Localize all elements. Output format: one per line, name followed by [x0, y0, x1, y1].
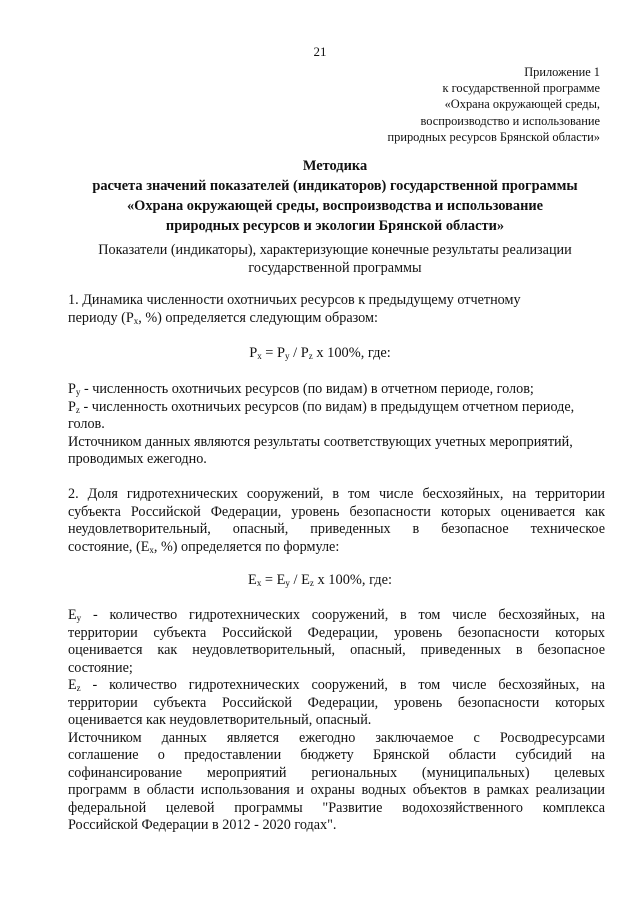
item1-definitions [68, 381, 605, 469]
page-number: 21 [313, 44, 327, 59]
item1-intro-line: 1. Динамика численности охотничьих ресурсов к предыдущему отчетному [68, 292, 521, 308]
item2-source-line: софинансирование мероприятий региональных (муниципальных) целевых [68, 764, 605, 781]
appendix-line: воспроизводство и использование [420, 113, 600, 128]
title-line: «Охрана окружающей среды, воспроизводства и использование [126, 198, 544, 214]
ez-definition: $Е_z$ - количество гидротехнических сооружений, в том числе бесхозяйных, на [68, 677, 605, 693]
item2-source-line: программ в области использования и охраны водных объектов в рамках реализации [68, 782, 605, 798]
item1-intro-line: периоду ($Р_х$, %) определяется следующим образом: [68, 309, 378, 326]
title-line: расчета значений показателей (индикаторов) государственной программы [92, 178, 578, 194]
item2-intro-line: субъекта Российской Федерации, уровень безопасности которых оценивается как [68, 503, 605, 520]
ey-definition-cont: территории субъекта Российской Федерации, уровень безопасности которых [68, 624, 605, 641]
ey-definition-cont: оценивается как неудовлетворительный, опасный, приведенных в безопасное [68, 642, 605, 658]
item2-definitions [68, 607, 605, 835]
item2-source-line: Российской Федерации в 2012 - 2020 годах". [68, 817, 337, 833]
item2-source-line: соглашение о предоставлении бюджету Брянской области субсидий на [68, 747, 605, 763]
pz-definition: $Р_z$ - численность охотничьих ресурсов (по видам) в предыдущем отчетном периоде, [68, 398, 575, 415]
appendix-line: природных ресурсов Брянской области» [387, 129, 600, 144]
appendix-line: Приложение 1 [524, 65, 600, 79]
ey-definition: $Е_у$ - количество гидротехнических сооружений, в том числе бесхозяйных, на [68, 607, 605, 623]
item1-source-line: Источником данных являются результаты соответствующих учетных мероприятий, [68, 433, 573, 450]
item1-source-line: проводимых ежегодно. [68, 451, 207, 467]
ey-definition-cont: состояние; [68, 659, 133, 676]
subtitle-line: государственной программы [248, 260, 422, 276]
section-subtitle [55, 241, 615, 277]
title-line: природных ресурсов и экологии Брянской области» [165, 218, 505, 234]
item1-intro [68, 292, 605, 327]
ez-definition-cont: оценивается как неудовлетворительный, опасный. [68, 712, 372, 728]
appendix-header [270, 64, 600, 145]
item2-source-line: Источником данных является ежегодно заключаемое с Росводресурсами [68, 729, 605, 746]
ez-definition-cont: территории субъекта Российской Федерации, уровень безопасности которых [68, 694, 605, 711]
item1-formula: $Р_х = Р_у / Р_z$ х 100%, где: [249, 345, 391, 361]
item2-source-line: федеральной целевой программы "Развитие водохозяйственного комплекса [68, 799, 605, 816]
pz-definition-cont: голов. [68, 416, 105, 432]
item2-intro-line: состояние, ($Е_х$, %) определяется по формуле: [68, 538, 340, 555]
title-line: Методика [302, 158, 368, 174]
appendix-line: к государственной программе [442, 81, 600, 96]
item2-formula: $Е_х = Е_у / Е_z$ х 100%, где: [248, 572, 392, 588]
subtitle-line: Показатели (индикаторы), характеризующие конечные результаты реализации [98, 242, 572, 258]
item2-intro-line: 2. Доля гидротехнических сооружений, в том числе бесхозяйных, на территории [68, 486, 605, 502]
item2-intro-line: неудовлетворительный, опасный, приведенных в безопасное техническое [68, 521, 605, 537]
item2-intro [68, 486, 605, 556]
py-definition: $Р_у$ - численность охотничьих ресурсов (по видам) в отчетном периоде, голов; [68, 381, 534, 397]
document-title [55, 156, 615, 236]
appendix-line: «Охрана окружающей среды, [444, 97, 600, 112]
